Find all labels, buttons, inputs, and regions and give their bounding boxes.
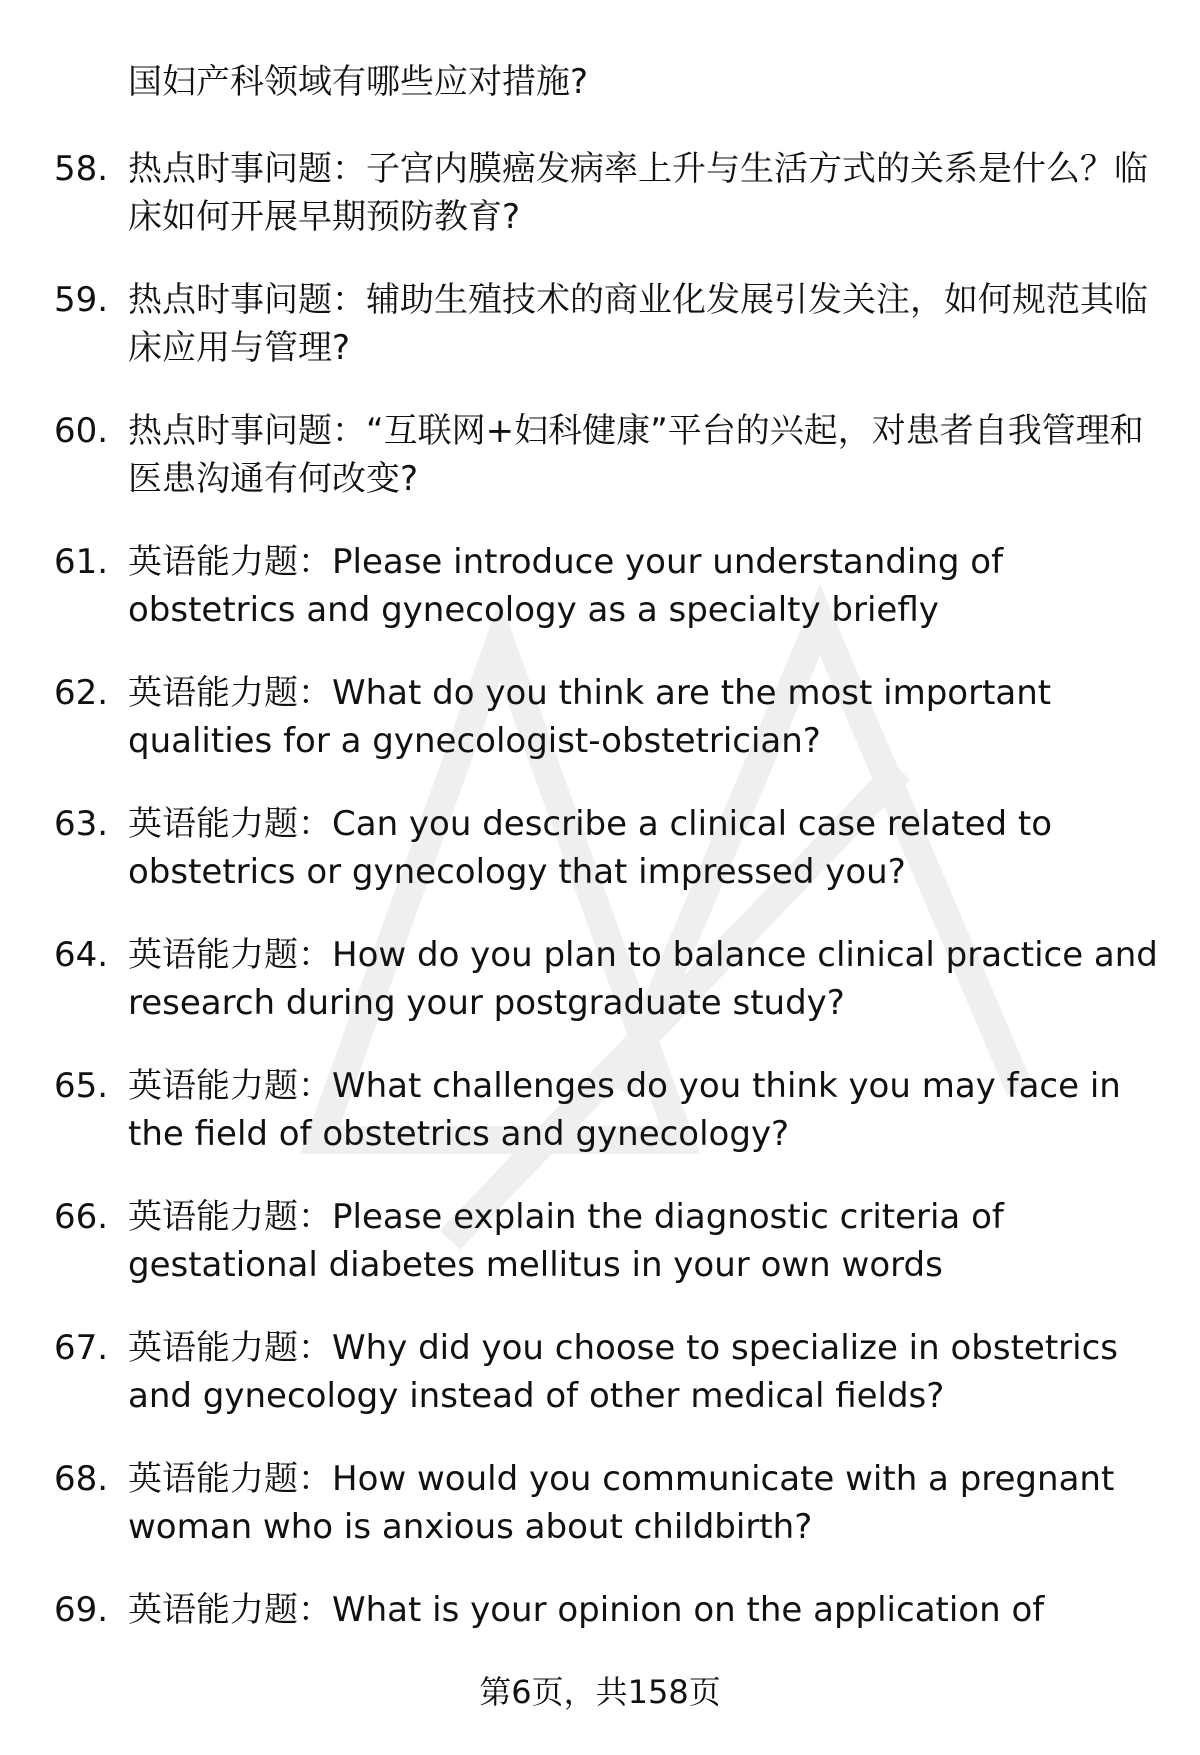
question-item xyxy=(0,276,1200,372)
question-text: 英语能力题：What challenges do you think you may face in the field of obstetrics and gynecology? xyxy=(128,1066,1121,1154)
question-number: 60. xyxy=(54,411,109,451)
question-list xyxy=(0,145,1200,1717)
page-footer: 第6页，共158页 xyxy=(479,1673,721,1711)
question-number: 63. xyxy=(54,804,109,844)
question-item xyxy=(0,1193,1200,1289)
question-number: 62. xyxy=(54,673,109,713)
question-number: 69. xyxy=(54,1590,109,1630)
question-item xyxy=(0,1324,1200,1420)
question-item xyxy=(0,931,1200,1027)
question-text: 英语能力题：How do you plan to balance clinical practice and research during your postgraduate study? xyxy=(128,935,1158,1023)
question-number: 68. xyxy=(54,1459,109,1499)
question-text: 英语能力题：Please explain the diagnostic criteria of gestational diabetes mellitus in your own words xyxy=(128,1197,1004,1285)
question-number: 67. xyxy=(54,1328,109,1368)
question-text: 英语能力题：Why did you choose to specialize in obstetrics and gynecology instead of other medical fields? xyxy=(128,1328,1118,1416)
question-text: 英语能力题：What do you think are the most important qualities for a gynecologist-obstetrician? xyxy=(128,673,1052,761)
question-item xyxy=(0,1455,1200,1551)
question-item xyxy=(0,800,1200,896)
question-number: 65. xyxy=(54,1066,109,1106)
question-text: 热点时事问题：子宫内膜癌发病率上升与生活方式的关系是什么？临床如何开展早期预防教育? xyxy=(128,149,1148,237)
question-text: 英语能力题：Please introduce your understanding of obstetrics and gynecology as a specialty briefly xyxy=(128,542,1004,630)
question-item xyxy=(0,407,1200,503)
question-number: 58. xyxy=(54,149,109,189)
question-number: 64. xyxy=(54,935,109,975)
question-item xyxy=(0,669,1200,765)
question-item xyxy=(0,145,1200,241)
question-item xyxy=(0,1586,1200,1682)
question-text: 英语能力题：What is your opinion on the application of xyxy=(128,1590,1045,1630)
question-text: 英语能力题：Can you describe a clinical case related to obstetrics or gynecology that impressed you? xyxy=(128,804,1053,892)
question-text: 英语能力题：How would you communicate with a pregnant woman who is anxious about childbirth? xyxy=(128,1459,1115,1547)
question-item xyxy=(0,1062,1200,1158)
question-text: 热点时事问题：“互联网+妇科健康”平台的兴起，对患者自我管理和医患沟通有何改变? xyxy=(128,411,1144,499)
continuation-text: 国妇产科领域有哪些应对措施? xyxy=(128,62,589,102)
question-text: 热点时事问题：辅助生殖技术的商业化发展引发关注，如何规范其临床应用与管理? xyxy=(128,280,1148,368)
question-number: 66. xyxy=(54,1197,109,1237)
question-item xyxy=(0,538,1200,634)
question-number: 61. xyxy=(54,542,109,582)
question-number: 59. xyxy=(54,280,109,320)
